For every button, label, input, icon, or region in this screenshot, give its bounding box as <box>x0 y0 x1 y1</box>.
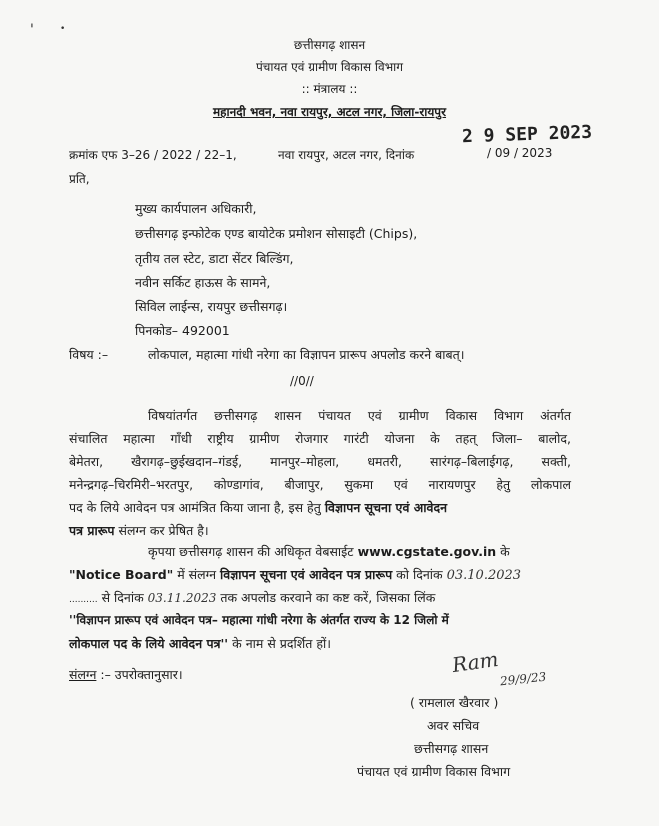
para2-line1-start: कृपया छत्तीसगढ़ शासन की अधिकृत वेबसाईट <box>148 544 354 559</box>
date-stamp: 2 9 SEP 2023 <box>461 121 593 148</box>
paragraph-1 <box>69 404 571 542</box>
subject-label: विषय :– <box>69 347 109 362</box>
para1-line4: मनेन्द्रगढ़–चिरमिरी–भरतपुर, कोण्डागांव, बीजापुर, सुकमा एवं नारायणपुर हेतु लोकपाल <box>69 477 571 492</box>
para2-line3-mid: से दिनांक <box>101 590 144 605</box>
scan-mark: ' <box>30 22 34 38</box>
para1-line5-start: पद के लिये आवेदन पत्र आमंत्रित किया जाना है, इस हेतु <box>69 500 321 515</box>
signatory-department: पंचायत एवं ग्रामीण विकास विभाग <box>357 764 511 779</box>
recipient-line: नवीन सर्किट हाऊस के सामने, <box>135 275 271 290</box>
para1-line6-bold: पत्र प्रारूप <box>69 523 115 538</box>
signatory-name: ( रामलाल खैरवार ) <box>410 695 499 710</box>
para1-line3: बेमेतरा, खैरागढ़–छुईखदान–गंडई, मानपुर–मोहला, धमतरी, सारंगढ़–बिलाईगढ़, सक्ती, <box>69 454 571 469</box>
para1-line6-end: संलग्न कर प्रेषित है। <box>118 523 209 538</box>
para1-line5 <box>69 496 571 519</box>
para2-line2-mid: में संलग्न <box>177 567 217 582</box>
para2-line3-end: तक अपलोड करवाने का कष्ट करें, जिसका लिंक <box>220 590 436 605</box>
recipient-line: तृतीय तल स्टेट, डाटा सेंटर बिल्डिंग, <box>135 251 294 266</box>
signatory-designation: अवर सचिव <box>427 718 480 733</box>
to-date-handwritten: 03.11.2023 <box>147 591 217 605</box>
subject-separator: //0// <box>290 374 314 388</box>
para2-line3 <box>69 586 571 609</box>
header-ministry: :: मंत्रालय :: <box>301 82 358 96</box>
para2-line1 <box>69 540 571 563</box>
para1-line5-bold: विज्ञापन सूचना एवं आवेदन <box>324 500 448 515</box>
para1-line1: विषयांतर्गत छत्तीसगढ़ शासन पंचायत एवं ग्रामीण विकास विभाग अंतर्गत <box>148 408 571 423</box>
recipient-line: सिविल लाईन्स, रायपुर छत्तीसगढ़। <box>135 299 288 314</box>
para1-line6 <box>69 519 571 542</box>
header-department: पंचायत एवं ग्रामीण विकास विभाग <box>255 60 404 74</box>
signature-scribble: Ram <box>450 646 500 678</box>
para1-line2: संचालित महात्मा गाँधी राष्ट्रीय ग्रामीण रोजगार गारंटी योजना के तहत् जिला– बालोद, <box>69 431 571 446</box>
para2-line5-bold: लोकपाल पद के लिये आवेदन पत्र'' <box>69 636 229 651</box>
enclosure-text: :– उपरोक्तानुसार। <box>100 667 183 682</box>
enclosure-label: संलग्न <box>69 667 97 682</box>
paragraph-2 <box>69 540 571 655</box>
reference-place-date: नवा रायपुर, अटल नगर, दिनांक <box>278 148 415 162</box>
dots-placeholder: .......... <box>69 595 98 605</box>
signatory-government: छत्तीसगढ़ शासन <box>414 741 489 756</box>
para2-line4: ''विज्ञापन प्रारूप एवं आवेदन पत्र– महात्मा गांधी नरेगा के अंतर्गत राज्य के 12 जिलो में <box>69 613 449 627</box>
recipient-line: मुख्य कार्यपालन अधिकारी, <box>135 201 257 216</box>
header-government: छत्तीसगढ़ शासन <box>293 38 366 52</box>
reference-number: क्रमांक एफ 3–26 / 2022 / 22–1, <box>69 148 237 162</box>
from-date-handwritten: 03.10.2023 <box>446 568 522 583</box>
scan-dot: • <box>60 24 66 34</box>
recipient-line: छत्तीसगढ़ इन्फोटेक एण्ड बायोटेक प्रमोशन सोसाइटी (Chips), <box>135 226 418 241</box>
para2-line2-end: को दिनांक <box>396 567 443 582</box>
para2-line2 <box>69 563 571 586</box>
para2-line1-end: के <box>500 544 510 559</box>
recipient-line: पिनकोड– 492001 <box>135 323 230 338</box>
header-address: महानदी भवन, नवा रायपुर, अटल नगर, जिला-रायपुर <box>212 105 447 119</box>
recipient-prati: प्रति, <box>69 172 90 186</box>
signature-date: 29/9/23 <box>499 669 547 689</box>
subject-text: लोकपाल, महात्मा गांधी नरेगा का विज्ञापन प्रारूप अपलोड करने बाबत्। <box>148 347 465 362</box>
para2-line2-bold: विज्ञापन सूचना एवं आवेदन पत्र प्रारूप <box>220 567 393 582</box>
para2-line5-end: के नाम से प्रदर्शित हों। <box>232 636 331 651</box>
notice-board: "Notice Board" <box>69 567 174 582</box>
enclosure <box>69 666 183 683</box>
reference-date-typed: / 09 / 2023 <box>487 146 553 160</box>
website-link: www.cgstate.gov.in <box>357 544 497 559</box>
